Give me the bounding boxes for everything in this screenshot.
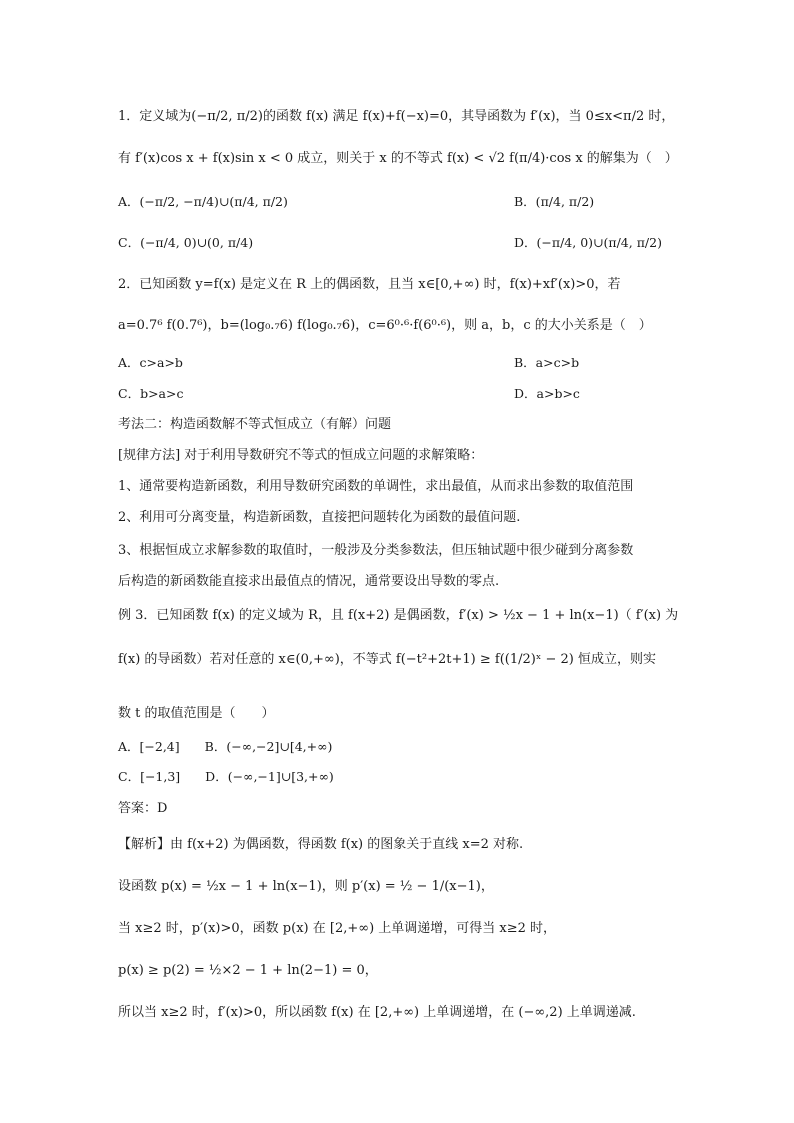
method-intro: [规律方法] 对于利用导数研究不等式的恒成立问题的求解策略：: [118, 448, 484, 463]
q1-option-a: A．(−π/2, −π/4)∪(π/4, π/2): [118, 194, 288, 209]
solution-line4: p(x) ≥ p(2) = ½×2 − 1 + ln(2−1) = 0，: [118, 963, 378, 978]
q2-option-a: A．c>a>b: [118, 355, 183, 370]
method-point-3-line2: 后构造的新函数能直接求出最值点的情况，通常要设出导数的零点.: [118, 574, 500, 589]
method-point-2: 2、利用可分离变量，构造新函数，直接把问题转化为函数的最值问题.: [118, 510, 521, 525]
q2-options-ab: [118, 354, 580, 372]
q1-option-c: C．(−π/4, 0)∪(0, π/4): [118, 235, 254, 250]
solution-line1: 【解析】由 f(x+2) 为偶函数，得函数 f(x) 的图象关于直线 x=2 对称.: [118, 837, 524, 852]
solution-line3: 当 x≥2 时，p′(x)>0，函数 p(x) 在 [2,+∞) 上单调递增，可得当 x≥2 时，: [118, 921, 557, 936]
q2-option-d: D．a>b>c: [514, 386, 580, 401]
q1-options-ab: [118, 193, 595, 211]
q1-option-b: B．(π/4, π/2): [514, 194, 595, 209]
method-point-1: 1、通常要构造新函数，利用导数研究函数的单调性，求出最值，从而求出参数的取值范围: [118, 479, 634, 494]
answer-line: 答案：D: [118, 801, 168, 816]
q2-stem-line1: 2．已知函数 y=f(x) 是定义在 R 上的偶函数，且当 x∈[0,+∞) 时，f(x)+xf′(x)>0，若: [118, 277, 621, 292]
q2-option-c: C．b>a>c: [118, 386, 184, 401]
q1-stem-line2: 有 f′(x)cos x + f(x)sin x < 0 成立，则关于 x 的不等式 f(x) < √2 f(π/4)·cos x 的解集为（ ）: [118, 151, 678, 166]
example3-stem-line2: f(x) 的导函数）若对任意的 x∈(0,+∞)，不等式 f(−t²+2t+1) ≥ f((1/2)ˣ − 2) 恒成立，则实: [118, 652, 656, 667]
example3-stem-line3: 数 t 的取值范围是（ ）: [118, 706, 275, 721]
q2-stem-line2: a=0.7⁶ f(0.7⁶)，b=(log₀.₇6) f(log₀.₇6)，c=6⁰·⁶·f(6⁰·⁶)，则 a，b，c 的大小关系是（ ）: [118, 318, 652, 333]
method-point-3-line1: 3、根据恒成立求解参数的取值时，一般涉及分类参数法，但压轴试题中很少碰到分离参数: [118, 543, 634, 558]
solution-line5: 所以当 x≥2 时，f′(x)>0，所以函数 f(x) 在 [2,+∞) 上单调递增，在 (−∞,2) 上单调递减.: [118, 1005, 636, 1020]
example3-options-cd: C．[−1,3] D．(−∞,−1]∪[3,+∞): [118, 769, 334, 784]
example3-stem-line1: 例 3．已知函数 f(x) 的定义域为 R，且 f(x+2) 是偶函数，f′(x) > ½x − 1 + ln(x−1)（ f′(x) 为: [118, 608, 679, 623]
q2-option-b: B．a>c>b: [514, 355, 580, 370]
example3-options-ab: A．[−2,4] B．(−∞,−2]∪[4,+∞): [118, 739, 333, 754]
q1-stem-line1: 1．定义域为(−π/2, π/2)的函数 f(x) 满足 f(x)+f(−x)=0，其导函数为 f′(x)，当 0≤x<π/2 时，: [118, 109, 675, 124]
q1-options-cd: [118, 234, 662, 252]
solution-line2: 设函数 p(x) = ½x − 1 + ln(x−1)，则 p′(x) = ½ − 1/(x−1)，: [118, 879, 494, 894]
q1-option-d: D．(−π/4, 0)∪(π/4, π/2): [514, 235, 662, 250]
q2-options-cd: [118, 385, 580, 403]
section-heading: 考法二：构造函数解不等式恒成立（有解）问题: [118, 417, 392, 432]
